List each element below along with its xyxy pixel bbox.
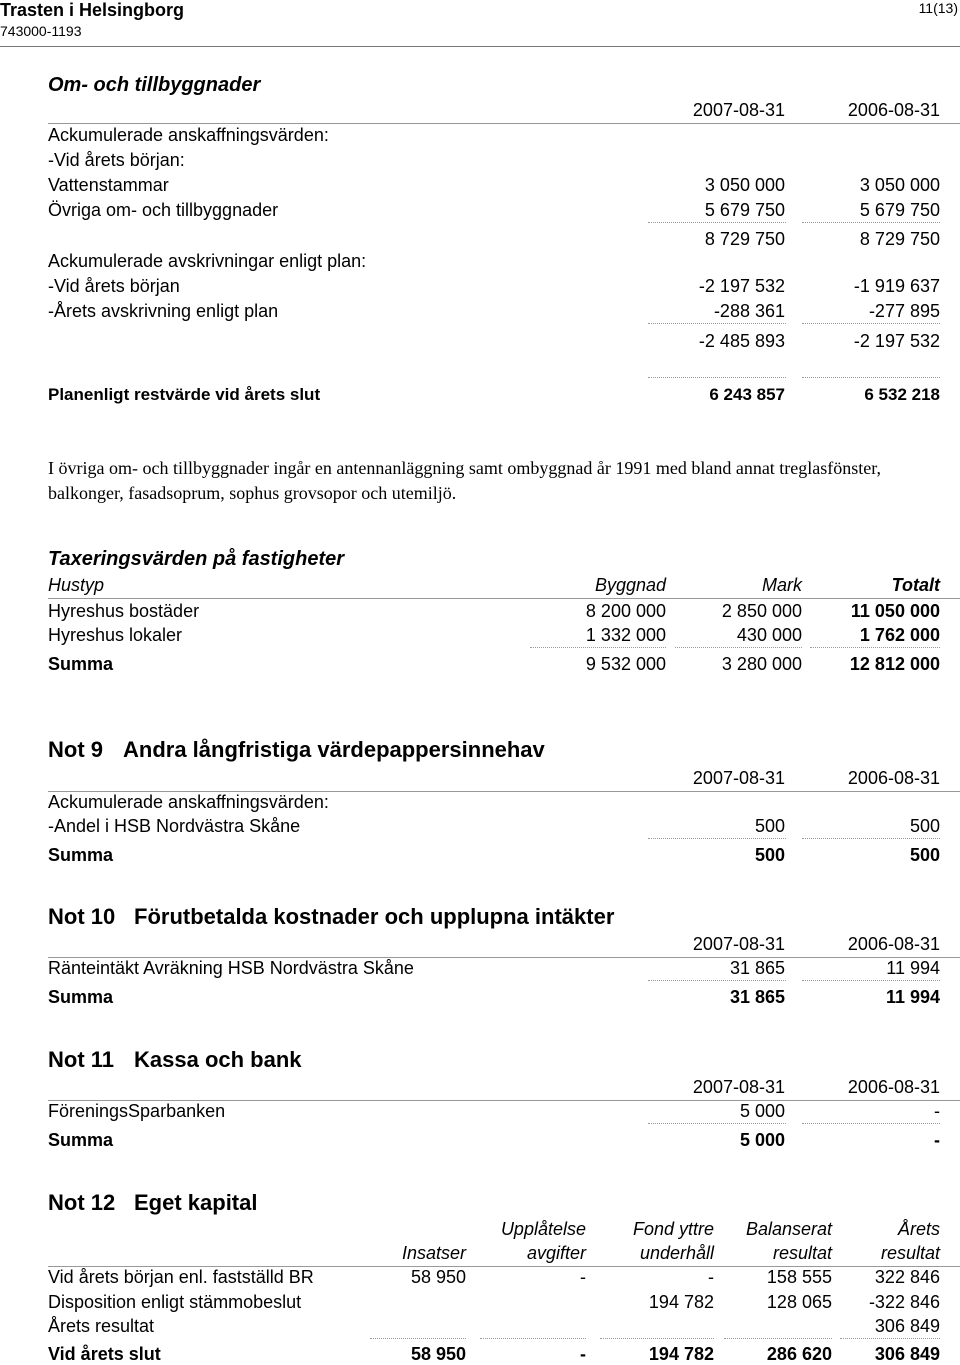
equity-sum-insatser: 58 950	[410, 1344, 466, 1364]
row-label: Ränteintäkt Avräkning HSB Nordvästra Skåne	[48, 958, 414, 978]
tax-byggnad: 8 200 000	[585, 601, 666, 621]
note-9-number: Not 9	[48, 737, 103, 762]
column-date-2: 2006-08-31	[847, 100, 940, 120]
column-header-totalt: Totalt	[891, 575, 940, 595]
sum-2006: -	[934, 1130, 940, 1150]
equity-arets: 322 846	[874, 1267, 940, 1287]
note-9-title: Andra långfristiga värdepappersinnehav	[123, 737, 545, 762]
note-11-title: Kassa och bank	[134, 1047, 302, 1072]
sum-2006: 11 994	[885, 987, 940, 1007]
tax-byggnad: 1 332 000	[585, 625, 666, 645]
row-label: Ackumulerade avskrivningar enligt plan:	[48, 251, 367, 271]
equity-upplatelse: -	[580, 1267, 586, 1287]
organization-name: Trasten i Helsingborg	[0, 0, 185, 20]
value-2006: 3 050 000	[859, 175, 940, 195]
equity-row-label: Årets resultat	[48, 1316, 155, 1336]
sum-2007: 500	[754, 845, 785, 865]
equity-fond: 194 782	[648, 1292, 714, 1312]
value-2007: -2 197 532	[698, 276, 785, 296]
row-label: -Årets avskrivning enligt plan	[48, 301, 279, 321]
subtotal-2007: 8 729 750	[704, 229, 785, 249]
note-12-title: Eget kapital	[134, 1190, 258, 1215]
value-2006: 500	[909, 816, 940, 836]
value-2007: 31 865	[729, 958, 785, 978]
sum-label: Summa	[48, 845, 114, 865]
equity-sum-fond: 194 782	[648, 1344, 714, 1364]
sum-label: Summa	[48, 1130, 114, 1150]
row-label: -Andel i HSB Nordvästra Skåne	[48, 816, 301, 836]
column-header-mark: Mark	[762, 575, 802, 595]
organization-number: 743000-1193	[0, 23, 82, 39]
row-label: Vattenstammar	[48, 175, 169, 195]
tax-sum-totalt: 12 812 000	[849, 654, 940, 674]
tax-sum-mark: 3 280 000	[721, 654, 802, 674]
value-2007: -288 361	[713, 301, 785, 321]
column-header-hustyp: Hustyp	[48, 575, 105, 595]
value-2006: 5 679 750	[859, 200, 940, 220]
tax-sum-label: Summa	[48, 654, 114, 674]
value-2006: -	[934, 1101, 940, 1121]
note-10-title: Förutbetalda kostnader och upplupna intäkter	[134, 904, 615, 929]
equity-balanserat: 158 555	[766, 1267, 832, 1287]
tax-mark: 2 850 000	[721, 601, 802, 621]
subtotal-2006: 8 729 750	[859, 229, 940, 249]
total-label: Planenligt restvärde vid årets slut	[48, 385, 321, 404]
equity-sum-label: Vid årets slut	[48, 1344, 161, 1364]
column-header-byggnad: Byggnad	[594, 575, 666, 595]
row-label: Ackumulerade anskaffningsvärden:	[48, 125, 329, 145]
value-2007: 3 050 000	[704, 175, 785, 195]
row-label: -Vid årets början	[48, 276, 180, 296]
row-label: -Vid årets början:	[48, 150, 185, 170]
section-title-taxeringsvarden: Taxeringsvärden på fastigheter	[48, 548, 345, 570]
column-date-2: 2006-08-31	[847, 768, 940, 788]
value-2007: 5 000	[739, 1101, 785, 1121]
column-date-1: 2007-08-31	[692, 934, 785, 954]
note-12-number: Not 12	[48, 1190, 116, 1215]
note-paragraph: I övriga om- och tillbyggnader ingår en antennanläggning samt ombyggnad år 1991 med bland annat treglasfönster, balkonger, fasadsoprum, sophus grovsopor och utemiljö.	[48, 458, 882, 503]
equity-sum-balanserat: 286 620	[766, 1344, 832, 1364]
equity-arets: -322 846	[868, 1292, 940, 1312]
value-2006: -277 895	[868, 301, 940, 321]
value-2007: 5 679 750	[704, 200, 785, 220]
page-number: 11(13)	[918, 0, 958, 16]
equity-balanserat: 128 065	[766, 1292, 832, 1312]
sum-2006: 500	[909, 845, 940, 865]
section-title-om-tillbyggnader: Om- och tillbyggnader	[48, 74, 261, 96]
note-11-number: Not 11	[48, 1047, 115, 1072]
subtotal-2006: -2 197 532	[853, 331, 940, 351]
tax-totalt: 1 762 000	[859, 625, 940, 645]
equity-row-label: Vid årets början enl. fastställd BR	[48, 1267, 314, 1287]
sum-label: Summa	[48, 987, 114, 1007]
tax-totalt: 11 050 000	[850, 601, 940, 621]
row-label: FöreningsSparbanken	[48, 1101, 226, 1121]
equity-row-label: Disposition enligt stämmobeslut	[48, 1292, 302, 1312]
column-date-2: 2006-08-31	[847, 1077, 940, 1097]
equity-arets: 306 849	[874, 1316, 940, 1336]
column-date-1: 2007-08-31	[692, 100, 785, 120]
tax-sum-byggnad: 9 532 000	[585, 654, 666, 674]
equity-fond: -	[708, 1267, 714, 1287]
equity-sum-arets: 306 849	[874, 1344, 940, 1364]
column-header-arets: Årets	[897, 1219, 940, 1239]
subtotal-2007: -2 485 893	[698, 331, 785, 351]
column-date-1: 2007-08-31	[692, 1077, 785, 1097]
column-header-upplatelse: Upplåtelse	[500, 1219, 586, 1239]
tax-row-label: Hyreshus bostäder	[48, 601, 200, 621]
equity-sum-upplatelse: -	[580, 1344, 586, 1364]
column-header-resultat: resultat	[772, 1243, 832, 1263]
sum-2007: 5 000	[739, 1130, 785, 1150]
tax-mark: 430 000	[736, 625, 802, 645]
note-10-number: Not 10	[48, 904, 116, 929]
equity-insatser: 58 950	[410, 1267, 466, 1287]
value-2006: 11 994	[886, 958, 940, 978]
value-2007: 500	[754, 816, 785, 836]
column-header-avgifter: avgifter	[526, 1243, 586, 1263]
column-header-fond-yttre: Fond yttre	[632, 1219, 714, 1239]
sum-2007: 31 865	[729, 987, 785, 1007]
column-header-resultat: resultat	[880, 1243, 940, 1263]
total-2007: 6 243 857	[709, 385, 785, 404]
column-header-balanserat: Balanserat	[745, 1219, 832, 1239]
value-2006: -1 919 637	[853, 276, 940, 296]
row-label: Ackumulerade anskaffningsvärden:	[48, 792, 329, 812]
column-header-underhall: underhåll	[639, 1243, 714, 1263]
row-label: Övriga om- och tillbyggnader	[48, 200, 279, 220]
column-header-insatser: Insatser	[401, 1243, 466, 1263]
tax-row-label: Hyreshus lokaler	[48, 625, 183, 645]
column-date-2: 2006-08-31	[847, 934, 940, 954]
total-2006: 6 532 218	[864, 385, 940, 404]
column-date-1: 2007-08-31	[692, 768, 785, 788]
